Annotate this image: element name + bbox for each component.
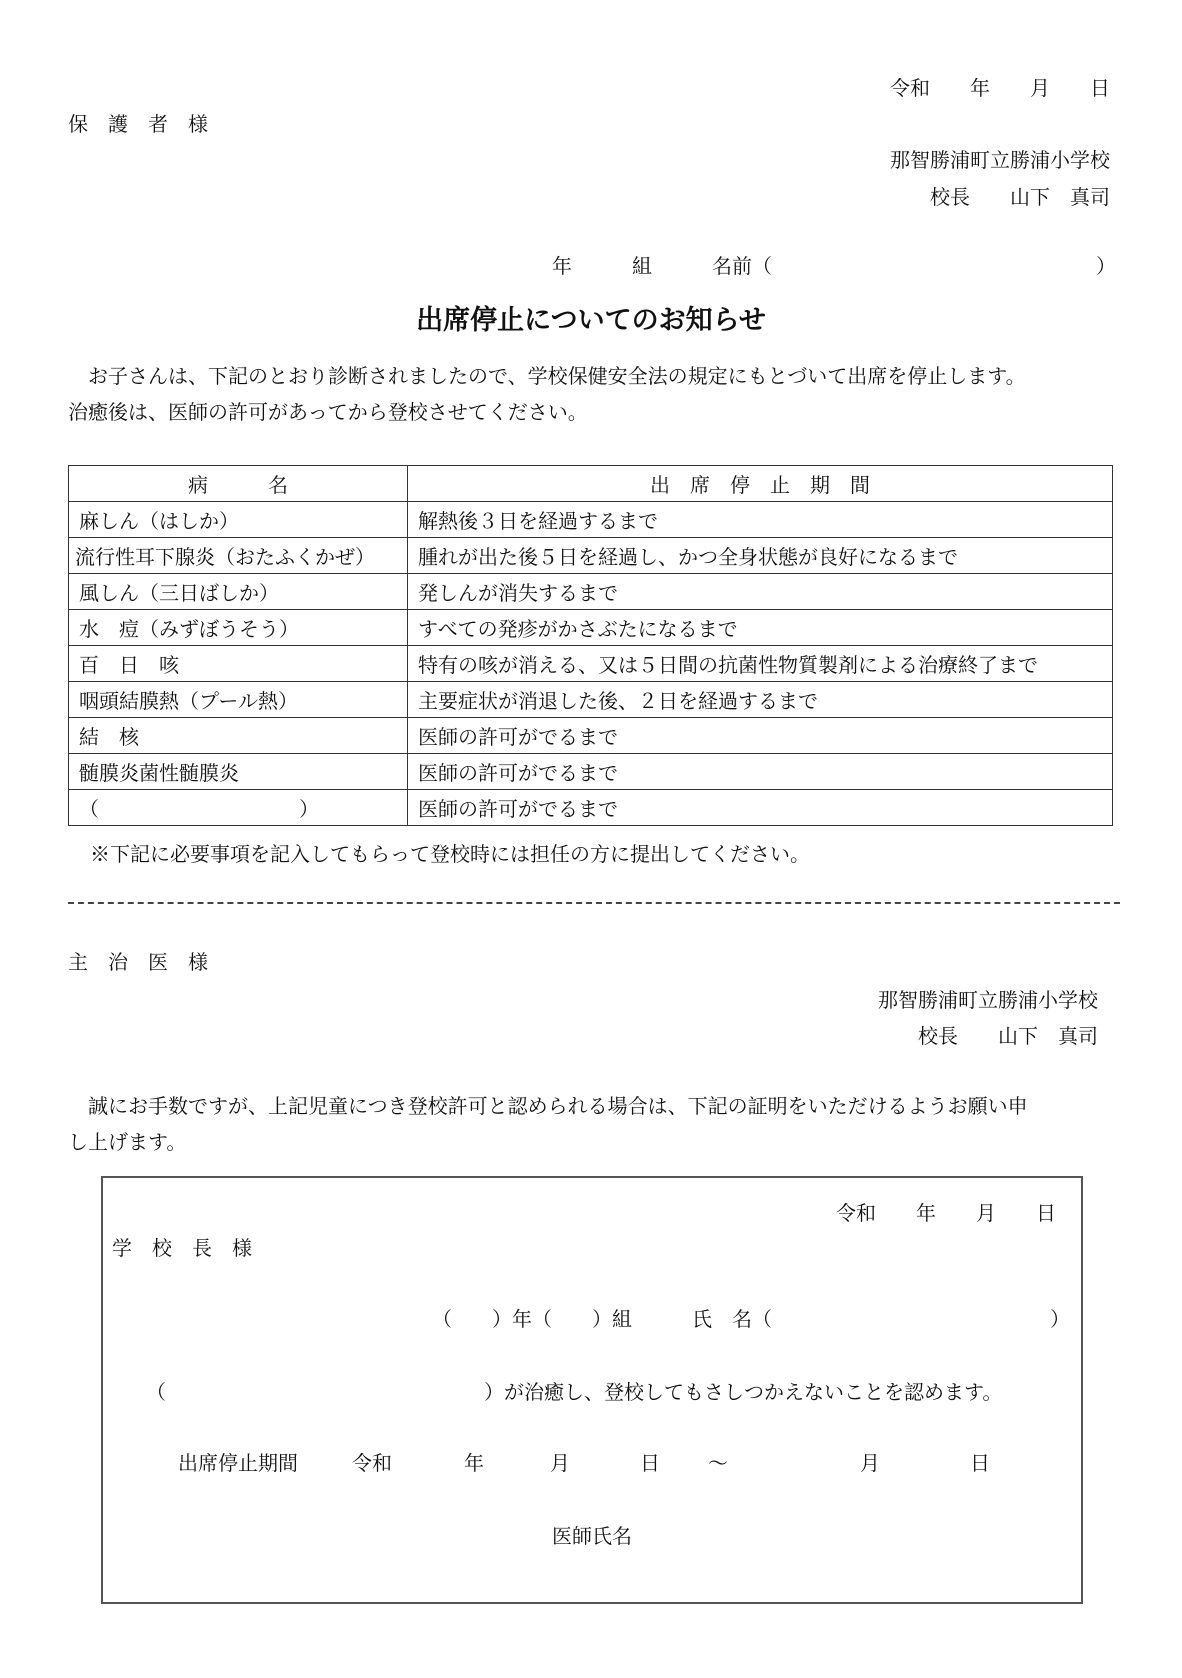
cut-line-divider (68, 902, 1120, 904)
period-day: 日 (640, 1451, 660, 1475)
request-line-1: 誠にお手数ですが、上記児童につき登校許可と認められる場合は、下記の証明をいただけるようお願い申 (68, 1094, 1028, 1118)
period-cell: 腫れが出た後５日を経過し、かつ全身状態が良好になるまで (408, 538, 1113, 574)
header-period: 出 席 停 止 期 間 (408, 466, 1113, 502)
header-disease: 病 名 (69, 466, 408, 502)
table-row (69, 646, 1113, 682)
table-row (69, 790, 1113, 826)
table-row (69, 718, 1113, 754)
period-month: 月 (550, 1451, 570, 1475)
page-title: 出席停止についてのお知らせ (416, 305, 766, 336)
table-row (69, 574, 1113, 610)
certificate-date-line: 令和 年 月 日 (836, 1201, 1056, 1225)
intro-line-2: 治癒後は、医師の許可があってから登校させてください。 (68, 400, 588, 424)
period-tilde: ～ (708, 1451, 728, 1475)
period-era: 令和 (352, 1451, 392, 1475)
disease-cell: 水 痘（みずぼうそう） (69, 610, 408, 646)
period-cell: 主要症状が消退した後、２日を経過するまで (408, 682, 1113, 718)
school-name: 那智勝浦町立勝浦小学校 (890, 148, 1110, 172)
period-day-end: 日 (970, 1451, 990, 1475)
principal-name: 校長 山下 真司 (930, 185, 1110, 209)
school-name-2: 那智勝浦町立勝浦小学校 (878, 988, 1098, 1012)
period-cell: 特有の咳が消える、又は５日間の抗菌性物質製剤による治療終了まで (408, 646, 1113, 682)
period-label: 出席停止期間 (178, 1451, 298, 1475)
table-row (69, 610, 1113, 646)
period-cell: 発しんが消失するまで (408, 574, 1113, 610)
certificate-addressee: 学 校 長 様 (112, 1236, 252, 1260)
table-row (69, 682, 1113, 718)
disease-cell: 流行性耳下腺炎（おたふくかぜ） (69, 538, 408, 574)
student-info-line: 年 組 名前（ (552, 254, 772, 278)
disease-cell: 結 核 (69, 718, 408, 754)
disease-cell: 麻しん（はしか） (69, 502, 408, 538)
certificate-disease-open: （ (146, 1380, 166, 1404)
issue-date-line: 令和 年 月 日 (890, 76, 1110, 100)
addressee-parent: 保 護 者 様 (68, 112, 208, 136)
addressee-doctor: 主 治 医 様 (68, 950, 208, 974)
certificate-disease-text: ）が治癒し、登校してもさしつかえないことを認めます。 (484, 1380, 1003, 1404)
period-month-end: 月 (860, 1451, 880, 1475)
disease-cell: （ ） (69, 790, 408, 826)
period-cell: 医師の許可がでるまで (408, 718, 1113, 754)
period-cell: すべての発疹がかさぶたになるまで (408, 610, 1113, 646)
table-header-row (69, 466, 1113, 502)
period-year: 年 (464, 1451, 484, 1475)
student-info-close: ） (1096, 254, 1116, 278)
submission-note: ※下記に必要事項を記入してもらって登校時には担任の方に提出してください。 (90, 842, 810, 866)
certificate-student-close: ） (1050, 1307, 1070, 1331)
period-cell: 医師の許可がでるまで (408, 754, 1113, 790)
disease-table (68, 465, 1113, 826)
period-cell: 解熱後３日を経過するまで (408, 502, 1113, 538)
disease-cell: 咽頭結膜熱（プール熱） (69, 682, 408, 718)
request-line-2: し上げます。 (68, 1130, 187, 1154)
disease-cell: 風しん（三日ばしか） (69, 574, 408, 610)
table-row (69, 538, 1113, 574)
disease-cell: 髄膜炎菌性髄膜炎 (69, 754, 408, 790)
disease-cell: 百 日 咳 (69, 646, 408, 682)
certificate-student-line: （ ）年（ ）組 氏 名（ (432, 1307, 772, 1331)
doctor-name-label: 医師氏名 (552, 1524, 632, 1548)
period-cell: 医師の許可がでるまで (408, 790, 1113, 826)
intro-line-1: お子さんは、下記のとおり診断されましたので、学校保健安全法の規定にもとづいて出席を停止します。 (68, 364, 1026, 388)
table-row (69, 754, 1113, 790)
principal-name-2: 校長 山下 真司 (918, 1024, 1098, 1048)
table-row (69, 502, 1113, 538)
